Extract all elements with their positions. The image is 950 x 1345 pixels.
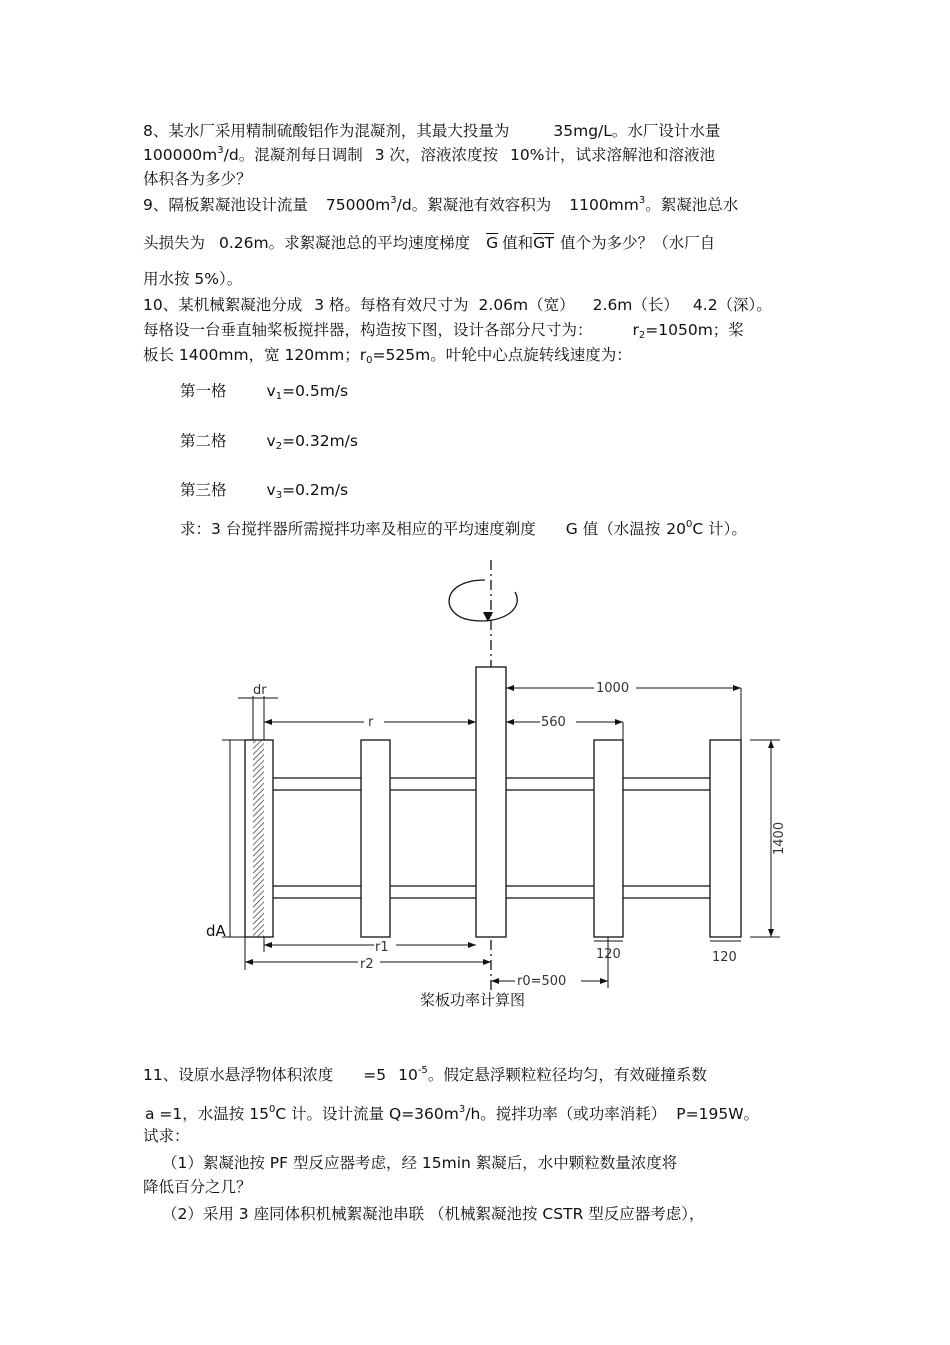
q10-text: 3 格。每格有效尺寸为 <box>314 296 469 314</box>
q10-ask <box>180 519 747 539</box>
subscript: 2 <box>638 330 646 341</box>
q11-part1: （1）絮凝池按 PF 型反应器考虑，经 15min 絮凝后，水中颗粒数量浓度将 <box>162 1154 678 1172</box>
subscript: 3 <box>275 490 283 501</box>
q10-text: 2.6m（长） <box>592 296 679 314</box>
row-label: 第一格 <box>180 382 227 400</box>
label-r1: r1 <box>375 940 389 955</box>
paddle-outer-right <box>710 740 741 937</box>
q10-line1 <box>143 295 772 315</box>
q8-text: 10%计，试求溶解池和溶液池 <box>510 146 715 164</box>
q11-text: a =1，水温按 15 <box>145 1105 269 1123</box>
q9-text: 值个为多少？（水厂自 <box>560 234 716 252</box>
q10-line2 <box>143 320 744 340</box>
q10-text: 10、某机械絮凝池分成 <box>143 296 303 314</box>
speed-row-3 <box>180 480 348 500</box>
label-dA: dA <box>206 922 226 940</box>
q11-text: =5 <box>363 1066 387 1084</box>
q11-line2 <box>145 1104 759 1124</box>
subscript: 0 <box>366 355 373 366</box>
q11-text: /h。搅拌功率（或功率消耗） <box>465 1105 667 1123</box>
q11-text: P=195W。 <box>676 1105 760 1123</box>
gt-bar: $\overline{GT}$ <box>533 234 555 252</box>
superscript: 0 <box>268 1104 276 1115</box>
q10-text: r <box>359 346 367 364</box>
g-bar: $\overline{G}$ <box>486 234 499 252</box>
q10-text: 板长 1400mm，宽 120mm； <box>143 346 360 364</box>
subscript: 2 <box>275 441 283 452</box>
superscript: 3 <box>217 145 224 156</box>
label-r2: r2 <box>360 957 374 972</box>
q8-text: 35mg/L。水厂设计水量 <box>553 122 721 140</box>
label-120-b: 120 <box>712 950 737 965</box>
label-1000: 1000 <box>596 681 630 696</box>
label-r: r <box>368 715 374 730</box>
shaft <box>476 667 506 937</box>
paddle-power-diagram <box>0 560 950 990</box>
q9-text: 1100mm <box>569 196 639 214</box>
superscript: 0 <box>685 519 693 530</box>
q9-line1 <box>143 195 738 215</box>
q10-line3 <box>143 345 632 365</box>
row-value: =0.2m/s <box>282 481 349 499</box>
q11-part2: （2）采用 3 座同体积机械絮凝池串联 （机械絮凝池按 CSTR 型反应器考虑）， <box>162 1205 705 1223</box>
row-var: v <box>266 481 276 499</box>
speed-row-1 <box>180 381 348 401</box>
speed-row-2 <box>180 431 358 451</box>
q10-text: 20 <box>666 520 686 538</box>
q11-text: C 计。设计流量 Q=360m <box>275 1105 459 1123</box>
q9-text: 。絮凝池总水 <box>645 196 739 214</box>
q11-line3: 试求： <box>143 1127 190 1145</box>
q10-text: 2.06m（宽） <box>478 296 575 314</box>
q8-text: 100000m <box>143 146 218 164</box>
label-dr: dr <box>253 683 267 698</box>
q9-text: 0.26m。求絮凝池总的平均速度梯度 <box>219 234 471 252</box>
q9-line2 <box>143 233 715 253</box>
subscript: 1 <box>275 391 283 402</box>
q8-text: /d。混凝剂每日调制 <box>223 146 363 164</box>
row-value: =0.32m/s <box>282 432 358 450</box>
q10-text: 4.2（深）。 <box>692 296 772 314</box>
row-label: 第三格 <box>180 481 227 499</box>
q8-line3: 体积各为多少？ <box>143 170 252 188</box>
q9-text: 值和 <box>502 234 534 252</box>
q9-text: /d。絮凝池有效容积为 <box>396 196 552 214</box>
q9-text: 头损失为 <box>143 234 206 252</box>
q10-text: G 值（水温按 <box>565 520 661 538</box>
q10-text: C 计）。 <box>692 520 747 538</box>
q11-line1 <box>143 1065 707 1085</box>
q10-text: r <box>632 321 639 339</box>
row-var: v <box>266 382 276 400</box>
q9-text: 75000m <box>325 196 391 214</box>
paddle-strip-dA <box>253 740 264 937</box>
q11-text: 。假定悬浮颗粒粒径均匀，有效碰撞系数 <box>427 1066 707 1084</box>
superscript: 3 <box>390 195 397 206</box>
q11-text: 11、设原水悬浮物体积浓度 <box>143 1066 334 1084</box>
q10-text: 每格设一台垂直轴桨板搅拌器，构造按下图，设计各部分尺寸为： <box>143 321 593 339</box>
rotation-arrow <box>449 580 517 621</box>
q10-text: =1050m；桨 <box>645 321 744 339</box>
superscript: -5 <box>417 1065 428 1076</box>
q11-part1-cont: 降低百分之几？ <box>143 1178 252 1196</box>
figure-caption: 桨板功率计算图 <box>420 991 526 1009</box>
label-120-a: 120 <box>596 947 621 962</box>
label-1400: 1400 <box>772 821 787 855</box>
q9-line3: 用水按 5%）。 <box>143 270 243 288</box>
row-label: 第二格 <box>180 432 227 450</box>
q8-text: 3 次，溶液浓度按 <box>374 146 499 164</box>
q9-text: 9、隔板絮凝池设计流量 <box>143 196 308 214</box>
label-560: 560 <box>541 715 566 730</box>
label-r0: r0=500 <box>517 974 567 989</box>
paddle-inner-left <box>361 740 390 937</box>
row-value: =0.5m/s <box>282 382 349 400</box>
q8-text: 8、某水厂采用精制硫酸铝作为混凝剂，其最大投量为 <box>143 122 510 140</box>
superscript: 3 <box>638 195 646 206</box>
q10-text: 求：3 台搅拌器所需搅拌功率及相应的平均速度剃度 <box>180 520 536 538</box>
q8-line1 <box>143 121 720 141</box>
q10-text: =525m。叶轮中心点旋转线速度为： <box>372 346 632 364</box>
row-var: v <box>266 432 276 450</box>
q11-text: 10 <box>398 1066 418 1084</box>
paddle-inner-right <box>594 740 623 937</box>
superscript: 3 <box>458 1104 466 1115</box>
q8-line2 <box>143 145 715 165</box>
